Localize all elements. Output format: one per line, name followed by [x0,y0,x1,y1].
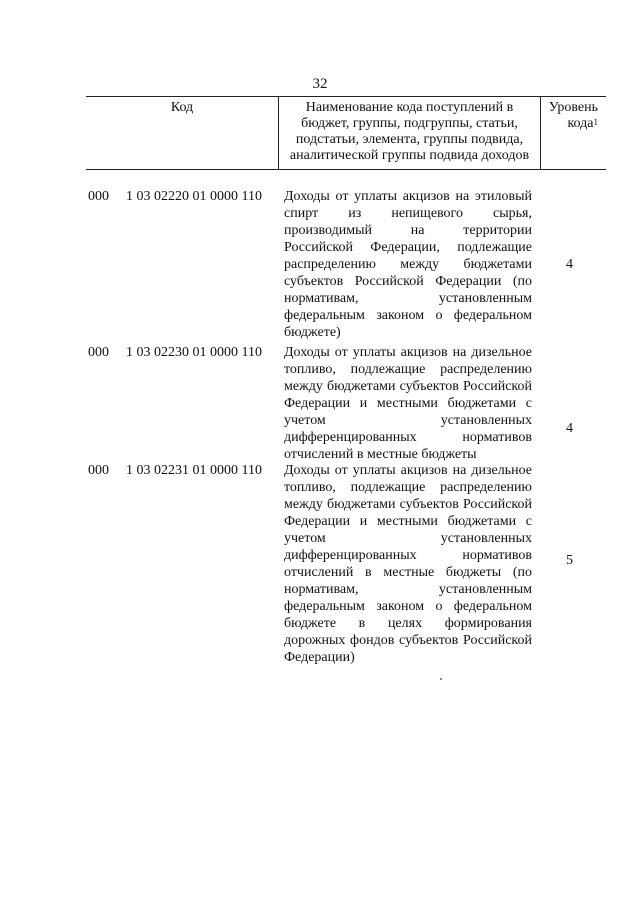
row-prefix: 000 [88,463,109,478]
row-level: 4 [566,257,573,272]
header-level [541,97,606,169]
row-name: Доходы от уплаты акцизов на этиловый спирт из непищевого сырья, производимый на территории Российской Федерации, подлежащие распределению между бюджетами субъектов Российской Федерации (по нормативам, установленным федеральным законом о федеральном бюджете) [284,189,532,340]
row-name: Доходы от уплаты акцизов на дизельное топливо, подлежащие распределению между бюджетами субъектов Российской Федерации и местными бюджетами с учетом установленных дифференцированных нормативов отчислений в местные бюджеты [284,345,532,462]
row-code: 1 03 02231 01 0000 110 [126,463,262,478]
row-code: 1 03 02230 01 0000 110 [126,345,262,360]
row-code: 1 03 02220 01 0000 110 [126,189,262,204]
header-name: Наименование кода поступлений в бюджет, группы, подгруппы, статьи, подстатьи, элемента, группы подвида, аналитической группы подвида доходов [279,97,541,169]
row-level: 4 [566,421,573,436]
row-level: 5 [566,553,573,568]
scan-mark [440,678,442,680]
footnote-marker: 1 [593,117,598,127]
table-header [86,96,606,170]
header-code: Код [86,97,279,169]
page-number: 32 [312,76,328,92]
row-name: Доходы от уплаты акцизов на дизельное топливо, подлежащие распределению между бюджетами субъектов Российской Федерации и местными бюджетами с учетом установленных дифференцированных нормативов отчислений в местные бюджеты (по нормативам, установленным федеральным законом о федеральном бюджете в целях формирования дорожных фондов субъектов Российской Федерации) [284,463,532,665]
row-prefix: 000 [88,345,109,360]
header-level-label: Уровень кода [548,100,598,131]
row-prefix: 000 [88,189,109,204]
